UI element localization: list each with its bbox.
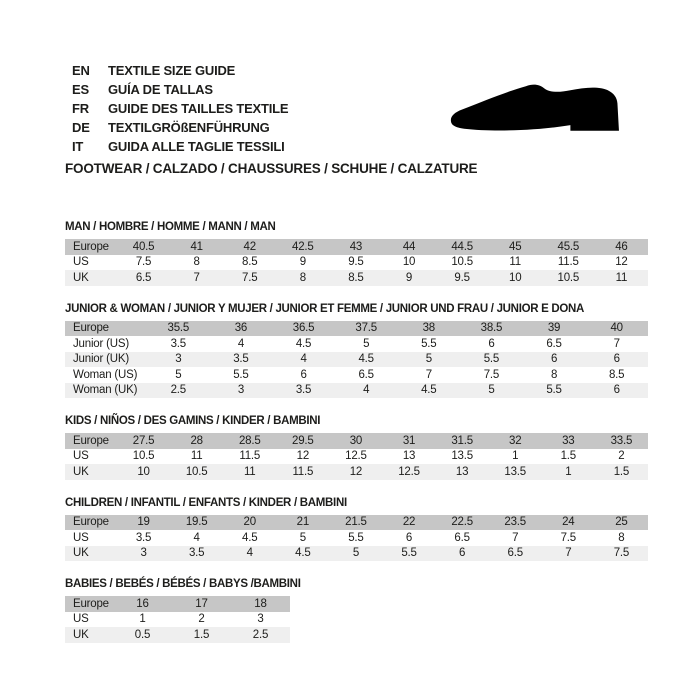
language-code: EN xyxy=(72,63,90,78)
size-cell: 6 xyxy=(405,531,413,544)
size-cell: 40.5 xyxy=(132,240,155,253)
size-cell: 3.5 xyxy=(135,531,152,544)
size-cell: 8.5 xyxy=(348,271,364,284)
size-cell: 5 xyxy=(425,353,432,366)
size-cell: 7.5 xyxy=(560,531,576,544)
size-cell: 9.5 xyxy=(348,256,364,269)
size-cell: 0.5 xyxy=(134,628,151,641)
table-row xyxy=(65,255,648,271)
size-cell: 3 xyxy=(140,547,147,560)
row-label: UK xyxy=(73,465,89,478)
language-code: FR xyxy=(72,101,89,116)
size-cell: 2.5 xyxy=(170,384,186,397)
size-cell: 10.5 xyxy=(557,271,580,284)
size-cell: 32 xyxy=(509,434,522,447)
table-row xyxy=(65,596,290,612)
size-cell: 7 xyxy=(512,531,519,544)
row-label: Europe xyxy=(73,434,109,447)
size-cell: 7 xyxy=(613,337,620,350)
size-cell: 1 xyxy=(565,465,572,478)
language-code: DE xyxy=(72,120,90,135)
row-label: Europe xyxy=(73,240,109,253)
size-cell: 3 xyxy=(175,353,182,366)
language-text: TEXTILGRÖßENFÜHRUNG xyxy=(108,120,270,135)
language-code: ES xyxy=(72,82,89,97)
size-cell: 12.5 xyxy=(345,450,367,463)
table-row xyxy=(65,627,290,643)
size-cell: 6 xyxy=(613,384,620,397)
size-cell: 8.5 xyxy=(608,368,625,381)
size-cell: 6.5 xyxy=(454,531,470,544)
size-table-section xyxy=(65,578,648,643)
size-cell: 31.5 xyxy=(451,434,473,447)
size-cell: 8.5 xyxy=(242,256,258,269)
size-cell: 11 xyxy=(615,271,628,284)
size-cell: 1.5 xyxy=(613,465,630,478)
size-cell: 7.5 xyxy=(613,547,630,560)
size-cell: 10.5 xyxy=(132,450,155,463)
size-cell: 8 xyxy=(550,368,558,381)
size-cell: 31 xyxy=(402,434,416,447)
size-cell: 5.5 xyxy=(546,384,562,397)
size-cell: 42.5 xyxy=(292,240,314,253)
size-cell: 10.5 xyxy=(185,465,208,478)
size-cell: 28 xyxy=(190,434,203,447)
table-title: KIDS / NIÑOS / DES GAMINS / KINDER / BAMBINI xyxy=(65,415,321,427)
size-cell: 45 xyxy=(509,240,522,253)
size-cell: 5.5 xyxy=(401,547,417,560)
size-cell: 46 xyxy=(615,240,628,253)
size-cell: 2 xyxy=(618,450,625,463)
table-row xyxy=(65,433,648,449)
size-cell: 12 xyxy=(349,465,363,478)
language-text: GUÍA DE TALLAS xyxy=(108,82,213,97)
size-cell: 4.5 xyxy=(242,531,258,544)
size-cell: 6 xyxy=(488,337,495,350)
size-cell: 44 xyxy=(402,240,416,253)
row-label: US xyxy=(73,256,89,269)
size-cell: 10 xyxy=(402,256,416,269)
size-table-section xyxy=(65,303,648,399)
size-cell: 18 xyxy=(254,597,267,610)
size-cell: 9 xyxy=(299,256,306,269)
size-cell: 6.5 xyxy=(358,368,374,381)
table-row xyxy=(65,270,648,286)
size-tables xyxy=(65,221,648,660)
row-label: Europe xyxy=(73,516,109,529)
size-cell: 7 xyxy=(565,547,572,560)
size-cell: 9 xyxy=(405,271,413,284)
language-text: GUIDA ALLE TAGLIE TESSILI xyxy=(108,139,285,154)
size-cell: 4.5 xyxy=(421,384,437,397)
size-cell: 13 xyxy=(455,465,469,478)
size-cell: 25 xyxy=(615,516,628,529)
size-cell: 9.5 xyxy=(454,271,470,284)
size-cell: 4.5 xyxy=(295,337,312,350)
language-row xyxy=(72,137,288,156)
size-cell: 6 xyxy=(550,353,558,366)
language-row xyxy=(72,118,288,137)
size-cell: 4 xyxy=(246,547,253,560)
size-cell: 12 xyxy=(296,450,310,463)
table-title: CHILDREN / INFANTIL / ENFANTS / KINDER / BAMBINI xyxy=(65,496,347,509)
size-cell: 5.5 xyxy=(348,531,364,544)
size-cell: 8 xyxy=(618,531,625,544)
size-cell: 7 xyxy=(193,271,200,284)
size-table xyxy=(65,433,648,480)
size-cell: 13.5 xyxy=(504,465,526,478)
row-label: Junior (US) xyxy=(73,337,129,350)
size-cell: 1.5 xyxy=(193,628,210,641)
row-label: US xyxy=(73,531,89,544)
size-cell: 42 xyxy=(243,240,256,253)
size-cell: 3.5 xyxy=(233,353,249,366)
table-row xyxy=(65,530,648,546)
size-cell: 20 xyxy=(243,516,256,529)
size-cell: 11 xyxy=(190,450,203,463)
table-row xyxy=(65,449,648,465)
size-cell: 2.5 xyxy=(252,628,269,641)
size-cell: 12 xyxy=(615,256,628,269)
size-cell: 4.5 xyxy=(295,547,311,560)
language-list xyxy=(72,61,288,156)
table-title: JUNIOR & WOMAN / JUNIOR Y MUJER / JUNIOR ET FEMME / JUNIOR UND FRAU / JUNIOR E DONA xyxy=(65,302,585,315)
size-cell: 22 xyxy=(402,516,416,529)
table-row xyxy=(65,352,648,368)
size-cell: 11 xyxy=(243,465,256,478)
size-cell: 5 xyxy=(352,547,360,560)
size-cell: 16 xyxy=(136,597,149,610)
size-table xyxy=(65,321,648,399)
size-cell: 27.5 xyxy=(132,434,155,447)
size-cell: 38 xyxy=(422,322,436,335)
size-cell: 44.5 xyxy=(451,240,473,253)
size-cell: 21.5 xyxy=(345,516,367,529)
row-label: US xyxy=(73,450,89,463)
size-cell: 8 xyxy=(193,256,200,269)
size-cell: 11.5 xyxy=(239,450,261,463)
size-cell: 6 xyxy=(459,547,466,560)
size-cell: 11.5 xyxy=(292,465,314,478)
table-row xyxy=(65,464,648,480)
size-cell: 21 xyxy=(296,516,310,529)
table-row xyxy=(65,239,648,255)
size-cell: 13.5 xyxy=(451,450,473,463)
language-text: GUIDE DES TAILLES TEXTILE xyxy=(108,101,289,116)
size-cell: 19 xyxy=(137,516,150,529)
size-cell: 41 xyxy=(190,240,203,253)
row-label: Woman (US) xyxy=(73,368,138,381)
table-row xyxy=(65,321,648,337)
size-cell: 6.5 xyxy=(507,547,523,560)
size-cell: 3.5 xyxy=(170,337,186,350)
size-cell: 13 xyxy=(402,450,416,463)
size-cell: 6 xyxy=(613,353,620,366)
table-row xyxy=(65,367,648,383)
size-cell: 6 xyxy=(300,368,307,381)
size-cell: 35.5 xyxy=(167,322,190,335)
size-cell: 4 xyxy=(237,337,245,350)
size-cell: 4 xyxy=(300,353,307,366)
size-cell: 5.5 xyxy=(483,353,500,366)
size-cell: 10 xyxy=(509,271,522,284)
size-cell: 7 xyxy=(425,368,432,381)
size-cell: 37.5 xyxy=(355,322,377,335)
size-cell: 38.5 xyxy=(480,322,503,335)
language-code: IT xyxy=(72,139,84,154)
size-cell: 4.5 xyxy=(358,353,374,366)
size-cell: 12.5 xyxy=(398,465,420,478)
table-row xyxy=(65,383,648,399)
table-row xyxy=(65,336,648,352)
size-table-section xyxy=(65,497,648,562)
size-cell: 5 xyxy=(488,384,495,397)
size-cell: 5.5 xyxy=(421,337,437,350)
size-cell: 3.5 xyxy=(295,384,312,397)
size-cell: 30 xyxy=(349,434,363,447)
table-row xyxy=(65,612,290,628)
row-label: UK xyxy=(73,628,89,641)
size-cell: 3 xyxy=(237,384,245,397)
size-cell: 10.5 xyxy=(451,256,473,269)
size-cell: 5 xyxy=(175,368,182,381)
size-table xyxy=(65,239,648,286)
size-cell: 1 xyxy=(512,450,519,463)
size-cell: 6.5 xyxy=(135,271,152,284)
row-label: Junior (UK) xyxy=(73,353,129,366)
size-cell: 3.5 xyxy=(188,547,205,560)
size-cell: 7.5 xyxy=(135,256,152,269)
size-cell: 22.5 xyxy=(451,516,473,529)
row-label: US xyxy=(73,613,89,626)
size-cell: 1.5 xyxy=(560,450,576,463)
row-label: Woman (UK) xyxy=(73,384,138,397)
row-label: Europe xyxy=(73,322,109,335)
row-label: Europe xyxy=(73,597,109,610)
size-cell: 5 xyxy=(363,337,370,350)
size-cell: 23.5 xyxy=(504,516,526,529)
size-cell: 6.5 xyxy=(546,337,562,350)
size-cell: 33 xyxy=(562,434,575,447)
size-cell: 36 xyxy=(234,322,248,335)
size-cell: 7.5 xyxy=(483,368,500,381)
size-table xyxy=(65,596,290,643)
size-cell: 2 xyxy=(198,613,205,626)
row-label: UK xyxy=(73,271,89,284)
size-cell: 40 xyxy=(610,322,623,335)
size-cell: 24 xyxy=(562,516,575,529)
language-row xyxy=(72,61,288,80)
table-row xyxy=(65,546,648,562)
size-cell: 36.5 xyxy=(292,322,315,335)
size-cell: 45.5 xyxy=(557,240,580,253)
size-cell: 28.5 xyxy=(238,434,261,447)
size-cell: 4 xyxy=(363,384,370,397)
language-row xyxy=(72,80,288,99)
table-title: BABIES / BEBÉS / BÉBÉS / BABYS /BAMBINI xyxy=(65,578,301,590)
size-cell: 29.5 xyxy=(292,434,314,447)
size-cell: 4 xyxy=(193,531,200,544)
size-cell: 11.5 xyxy=(557,256,579,269)
size-cell: 7.5 xyxy=(242,271,258,284)
shoe-icon xyxy=(449,83,623,140)
size-cell: 5.5 xyxy=(233,368,249,381)
size-cell: 33.5 xyxy=(610,434,633,447)
size-cell: 5 xyxy=(299,531,306,544)
size-cell: 8 xyxy=(299,271,306,284)
table-title: MAN / HOMBRE / HOMME / MANN / MAN xyxy=(65,221,276,233)
size-cell: 10 xyxy=(137,465,150,478)
size-cell: 11 xyxy=(509,256,521,269)
size-cell: 3 xyxy=(257,613,264,626)
size-cell: 17 xyxy=(195,597,208,610)
size-cell: 43 xyxy=(349,240,363,253)
size-cell: 1 xyxy=(139,613,146,626)
table-row xyxy=(65,515,648,531)
size-table-section xyxy=(65,415,648,480)
language-text: TEXTILE SIZE GUIDE xyxy=(108,63,236,78)
size-table-section xyxy=(65,221,648,286)
size-cell: 19.5 xyxy=(185,516,208,529)
size-cell: 39 xyxy=(547,322,561,335)
size-table xyxy=(65,515,648,562)
category-heading: FOOTWEAR / CALZADO / CHAUSSURES / SCHUHE / CALZATURE xyxy=(65,161,478,176)
row-label: UK xyxy=(73,547,89,560)
language-row xyxy=(72,99,288,118)
